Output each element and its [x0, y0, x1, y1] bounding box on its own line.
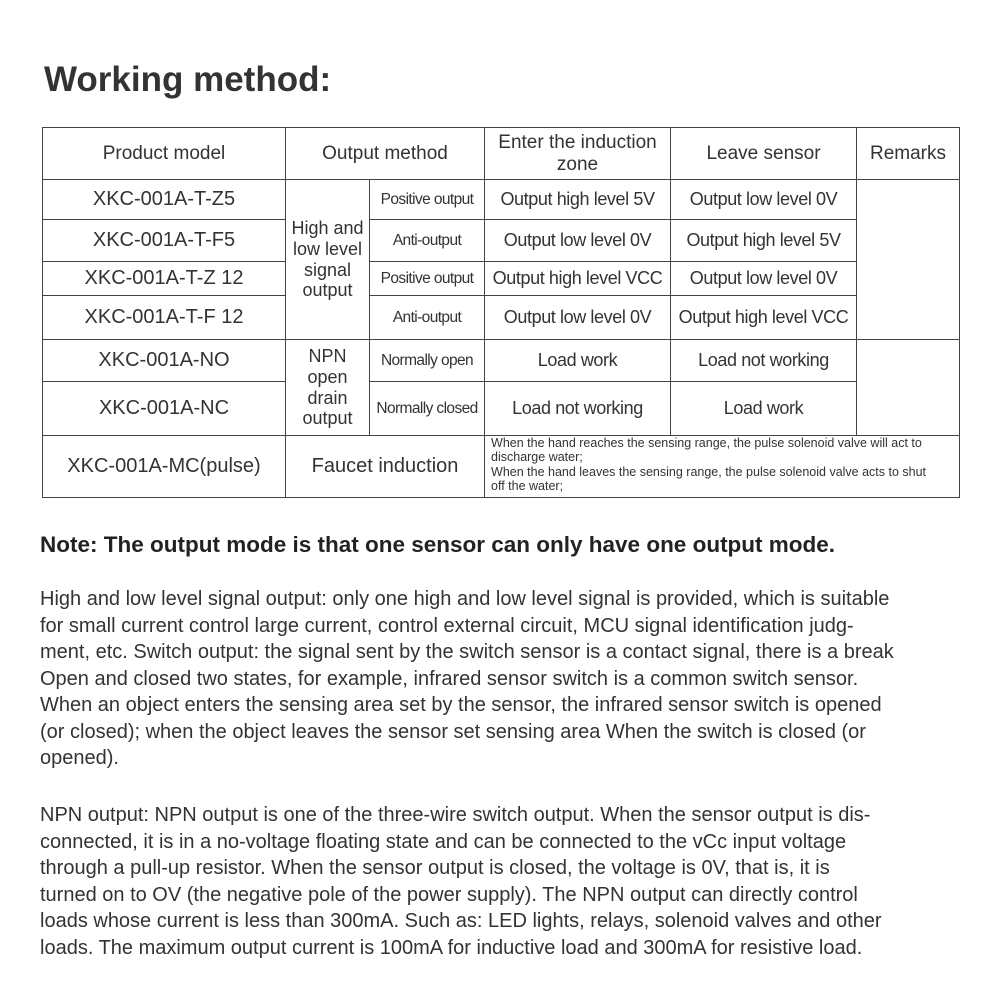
paragraph-line: ment, etc. Switch output: the signal sent by the switch sensor is a contact signal, there is a break	[40, 641, 894, 663]
table-header-row	[43, 128, 960, 180]
leave-sensor-cell: Load work	[671, 382, 857, 436]
leave-sensor-cell: Output high level VCC	[671, 296, 857, 340]
paragraph-line: turned on to OV (the negative pole of the power supply). The NPN output can directly control	[40, 883, 858, 906]
working-method-table	[42, 127, 960, 498]
header-leave-sensor: Leave sensor	[671, 128, 857, 180]
enter-zone-cell: Load not working	[485, 382, 671, 436]
leave-sensor-cell: Load not working	[671, 340, 857, 382]
header-remarks: Remarks	[857, 128, 960, 180]
enter-zone-cell: Output low level 0V	[485, 296, 671, 340]
output-method-cell: Anti-output	[370, 220, 485, 262]
table-row-pulse	[43, 436, 960, 498]
enter-zone-cell: Output low level 0V	[485, 220, 671, 262]
paragraph-line: Open and closed two states, for example, infrared sensor switch is a common switch sensor.	[40, 667, 859, 690]
header-product-model: Product model	[43, 128, 286, 180]
leave-sensor-cell: Output high level 5V	[671, 220, 857, 262]
paragraph-line: for small current control large current, control external circuit, MCU signal identification judg-	[40, 614, 854, 637]
enter-zone-cell: Output high level VCC	[485, 262, 671, 296]
table-row	[43, 220, 960, 262]
model-cell: XKC-001A-NO	[43, 340, 286, 382]
output-method-cell: Normally closed	[370, 382, 485, 436]
paragraph-line: connected, it is in a no-voltage floating state and can be connected to the vCc input voltage	[40, 830, 847, 853]
table-row	[43, 382, 960, 436]
paragraph-line: When an object enters the sensing area set by the sensor, the infrared sensor switch is opened	[40, 694, 882, 716]
paragraph-line: opened).	[40, 747, 119, 769]
signal-output-paragraph	[40, 586, 985, 772]
npn-output-paragraph	[40, 802, 985, 961]
enter-zone-cell: Load work	[485, 340, 671, 382]
header-enter-zone: Enter the induction zone	[485, 128, 671, 180]
group-high-low-signal: High and low level signal output	[286, 180, 370, 340]
leave-sensor-cell: Output low level 0V	[671, 262, 857, 296]
table-row	[43, 262, 960, 296]
model-cell: XKC-001A-T-F 12	[43, 296, 286, 340]
paragraph-line: High and low level signal output: only one high and low level signal is provided, which is suitable	[40, 588, 890, 610]
remarks-cell	[857, 180, 960, 340]
paragraph-line: NPN output: NPN output is one of the three-wire switch output. When the sensor output is dis-	[40, 804, 871, 826]
header-output-method: Output method	[286, 128, 485, 180]
model-cell: XKC-001A-NC	[43, 382, 286, 436]
pulse-desc-line: discharge water;	[491, 450, 583, 465]
pulse-description-cell	[485, 436, 960, 498]
leave-sensor-cell: Output low level 0V	[671, 180, 857, 220]
enter-zone-cell: Output high level 5V	[485, 180, 671, 220]
paragraph-line: loads whose current is less than 300mA. Such as: LED lights, relays, solenoid valves and other	[40, 910, 882, 932]
faucet-induction-cell: Faucet induction	[286, 436, 485, 498]
page-title: Working method:	[44, 60, 332, 99]
pulse-desc-line: When the hand leaves the sensing range, the pulse solenoid valve acts to shut	[491, 464, 927, 479]
model-cell: XKC-001A-T-Z5	[43, 180, 286, 220]
table-row	[43, 180, 960, 220]
paragraph-line: loads. The maximum output current is 100mA for inductive load and 300mA for resistive load.	[40, 936, 863, 959]
group-npn-open-drain: NPN open drain output	[286, 340, 370, 436]
paragraph-line: (or closed); when the object leaves the sensor set sensing area When the switch is closed (or	[40, 720, 866, 743]
table-row	[43, 340, 960, 382]
output-method-cell: Normally open	[370, 340, 485, 382]
paragraph-line: through a pull-up resistor. When the sensor output is closed, the voltage is 0V, that is, it is	[40, 857, 830, 879]
model-cell: XKC-001A-T-F5	[43, 220, 286, 262]
remarks-cell	[857, 340, 960, 436]
output-method-cell: Positive output	[370, 180, 485, 220]
output-method-cell: Anti-output	[370, 296, 485, 340]
pulse-desc-line: When the hand reaches the sensing range, the pulse solenoid valve will act to	[491, 436, 922, 450]
output-method-cell: Positive output	[370, 262, 485, 296]
pulse-desc-line: off the water;	[491, 479, 564, 494]
table-row	[43, 296, 960, 340]
model-cell: XKC-001A-T-Z 12	[43, 262, 286, 296]
output-mode-note: Note: The output mode is that one sensor can only have one output mode.	[40, 532, 836, 557]
model-cell: XKC-001A-MC(pulse)	[43, 436, 286, 498]
